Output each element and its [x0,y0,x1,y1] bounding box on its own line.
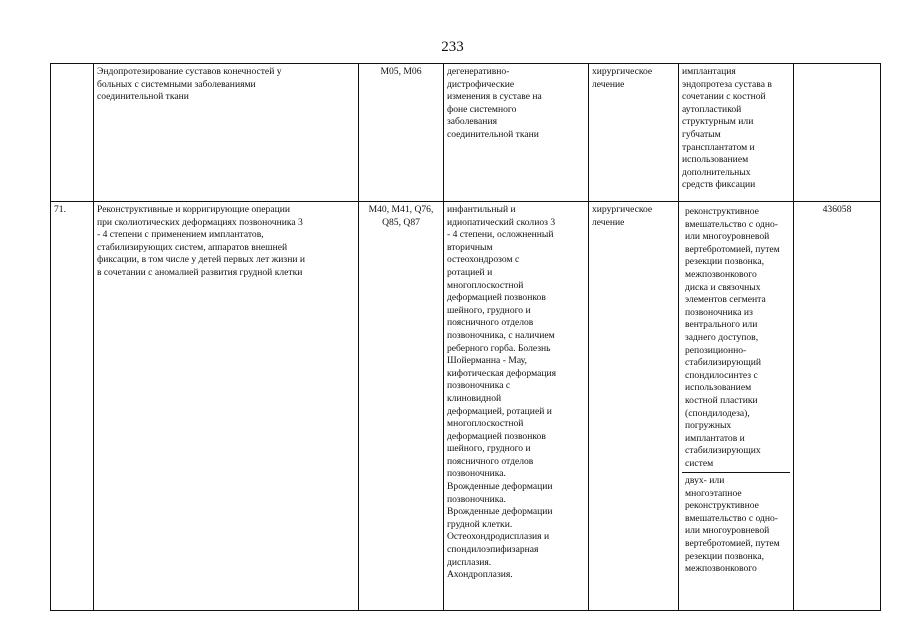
text-line: вертебротомией, путем [685,537,780,549]
text-line: изменения в суставе на [447,91,542,103]
treatment-method [679,202,794,611]
text-line: или многоуровневой [685,525,770,537]
text-line: Эндопротезирование суставов конечностей у [97,66,282,77]
text-line: резекции позвонка, [685,550,764,562]
text-line: дистрофические [447,78,515,90]
text-line: поясничного отделов [447,317,534,329]
text-line: элементов сегмента [685,294,766,306]
icd-codes [359,202,444,611]
text-line: лечение [592,78,625,90]
cost-norm [794,64,881,202]
text-line: - 4 степени, осложненный [447,229,554,241]
text-line: Ахондроплазия. [447,569,513,581]
text-line: M05, M06 [380,66,422,77]
text-line: двух- или [685,475,725,486]
text-line: позвоночника. [447,493,506,505]
text-line: трансплантатом и [682,141,755,153]
text-line: аутопластикой [682,103,742,115]
text-line: дополнительных [682,166,751,178]
text-line: костной пластики [685,394,758,406]
icd-codes [359,64,444,202]
text-line: позвоночника. [447,468,506,480]
text-line: шейного, грудного и [447,443,531,455]
text-line: деформацией позвонков [447,430,546,442]
text-line: имплантатов и [685,432,745,444]
text-line: грудной клетки. [447,518,513,530]
row-number: 71. [51,202,94,611]
text-line: деформацией позвонков [447,292,546,304]
text-line: кифотическая деформация [447,367,557,379]
procedures-table [50,63,881,611]
text-line: структурным или [682,116,754,128]
text-line: больных с системными заболеваниями [97,78,256,90]
text-line: стабилизирующий [685,357,761,369]
text-line: спондилоэпифизарная [447,544,539,556]
text-line: фиксации, в том числе у детей первых лет жизни и [97,254,306,266]
text-line: многоплоскостной [447,279,524,291]
text-line: - 4 степени с применением имплантатов, [97,229,264,241]
treatment-type [589,202,679,611]
text-line: M40, M41, Q76, [368,204,434,215]
text-line: вентрального или [685,319,758,331]
text-line: систем [685,457,714,469]
text-line: использованием [685,382,752,394]
patient-model [444,202,589,611]
treatment-type [589,64,679,202]
text-line: губчатым [682,128,721,140]
text-line: средств фиксации [682,179,756,191]
text-line: заднего доступов, [685,331,759,343]
text-line: позвоночника с [447,380,511,392]
text-line: ротацией и [447,266,493,278]
text-line: стабилизирующих [685,445,761,457]
treatment-method [679,64,794,202]
text-line: вмешательство с одно- [685,218,778,230]
text-line: эндопротеза сустава в [682,78,772,90]
text-line: Q85, Q87 [382,216,420,228]
method-option-1 [682,204,790,473]
text-line: заболевания [447,116,497,128]
text-line: вертебротомией, путем [685,243,780,255]
text-line: лечение [592,216,625,228]
text-line: резекции позвонка, [685,256,764,268]
text-line: спондилосинтез с [685,369,758,381]
table-row-71 [51,202,881,611]
text-line: реконструктивное [685,500,759,512]
text-line: позвоночника, с наличием [447,329,555,341]
text-line: использованием [682,154,749,166]
text-line: поясничного отделов [447,455,534,467]
text-line: Остеохондродисплазия и [447,531,550,543]
text-line: стабилизирующих систем, аппаратов внешней [97,241,288,253]
procedure-name [94,202,359,611]
text-line: реберного горба. Болезнь [447,342,551,354]
text-line: Врожденные деформации [447,481,553,493]
text-line: межпозвонкового [685,268,757,280]
text-line: фоне системного [447,103,517,115]
text-line: реконструктивное [685,206,759,217]
method-option-2 [682,473,790,578]
text-line: (спондилодеза), [685,407,750,419]
text-line: имплантация [682,66,736,77]
text-line: многоплоскостной [447,418,524,430]
text-line: соединительной ткани [97,91,189,103]
text-line: в сочетании с аномалией развития грудной клетки [97,266,303,278]
cost-norm: 436058 [794,202,881,611]
row-number [51,64,94,202]
text-line: хирургическое [592,66,653,77]
text-line: инфантильный и [447,204,516,215]
text-line: хирургическое [592,204,653,215]
text-line: остеохондрозом с [447,254,520,266]
text-line: вторичным [447,241,493,253]
text-line: соединительной ткани [447,128,539,140]
text-line: или многоуровневой [685,231,770,243]
text-line: дегенеративно- [447,66,510,77]
text-line: диска и связочных [685,281,761,293]
text-line: клиновидной [447,392,502,404]
text-line: погружных [685,420,732,432]
text-line: деформацией, ротацией и [447,405,552,417]
text-line: Врожденные деформации [447,506,553,518]
text-line: репозиционно- [685,344,747,356]
text-line: вмешательство с одно- [685,512,778,524]
text-line: Реконструктивные и корригирующие операции [97,204,290,215]
text-line: дисплазия. [447,556,492,568]
text-line: при сколиотических деформациях позвоночника 3 [97,216,303,228]
procedure-name [94,64,359,202]
text-line: позвоночника из [685,306,753,318]
text-line: Шойерманна - Мау, [447,355,527,367]
text-line: межпозвонкового [685,563,757,575]
patient-model [444,64,589,202]
text-line: многоэтапное [685,487,742,499]
page-number: 233 [441,39,464,55]
text-line: шейного, грудного и [447,304,531,316]
text-line: сочетании с костной [682,91,766,103]
text-line: идиопатический сколиоз 3 [447,216,556,228]
table-row-endoprosthesis [51,64,881,202]
